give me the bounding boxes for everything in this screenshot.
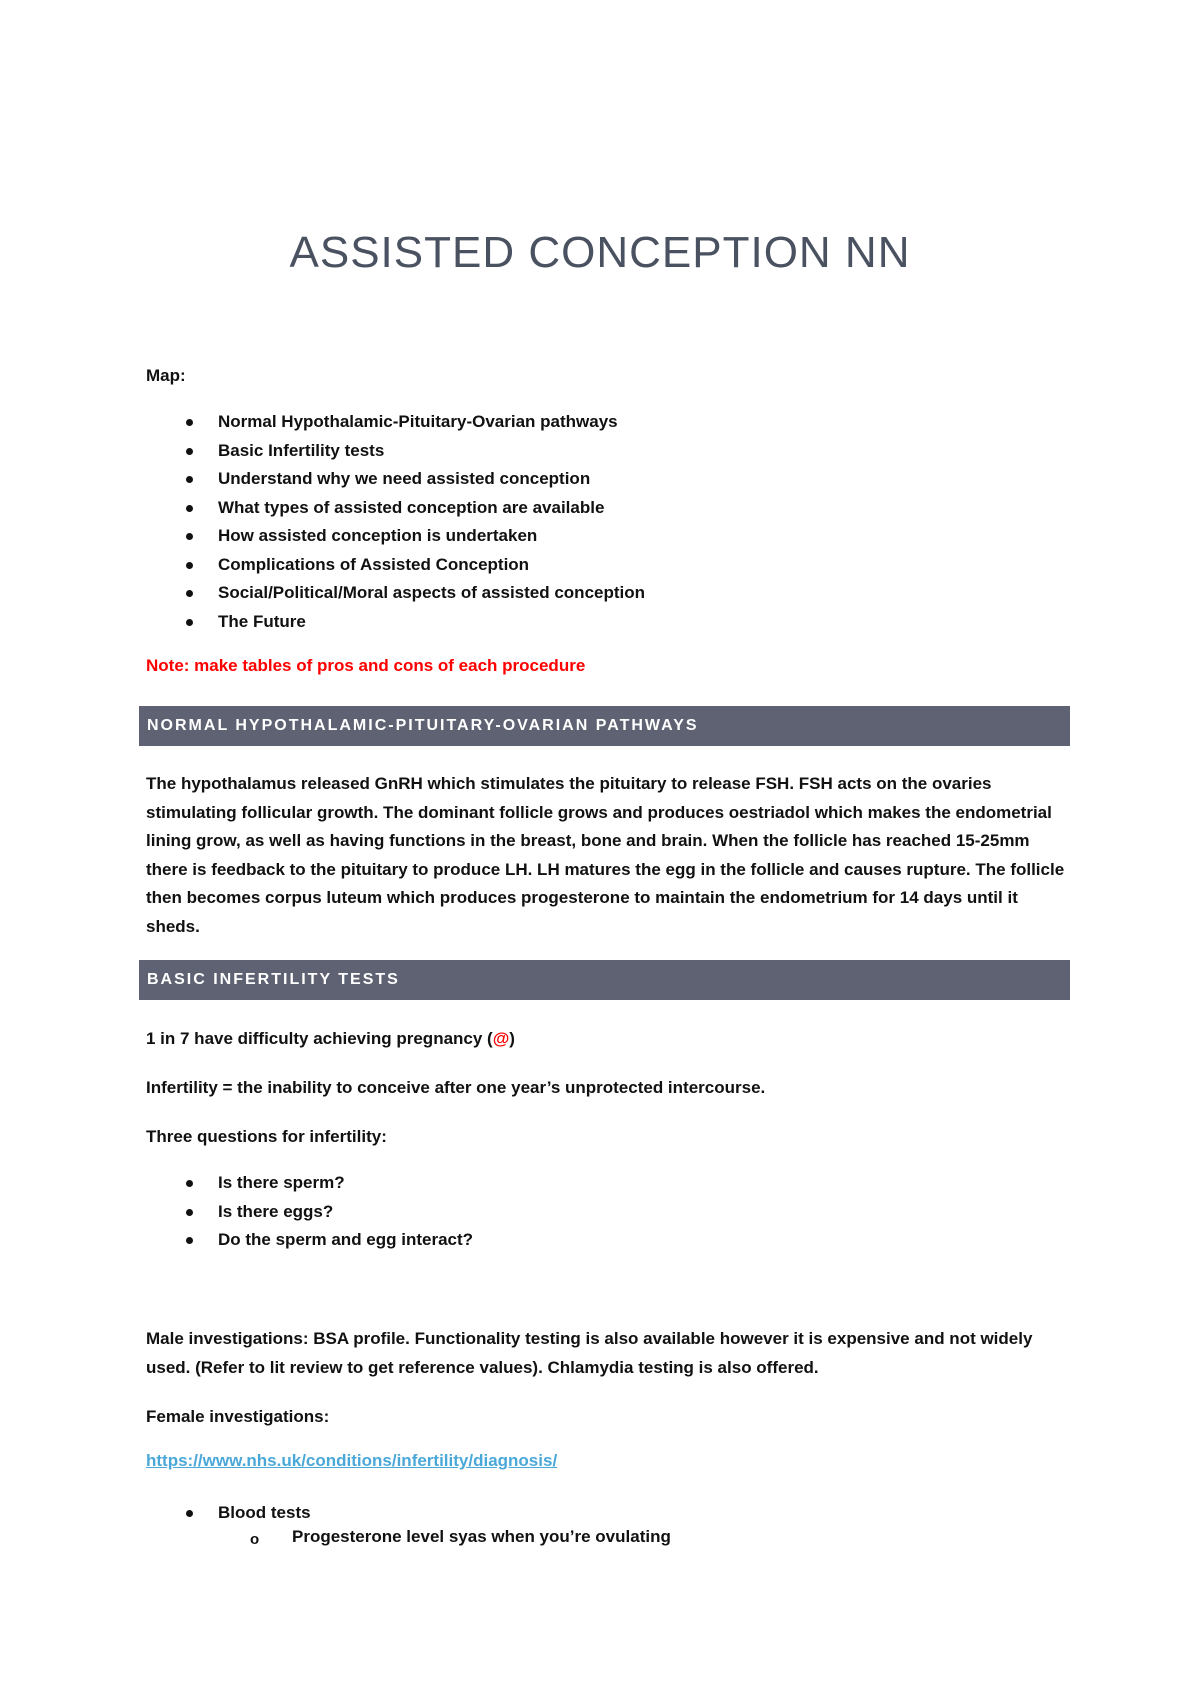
male-investigations: Male investigations: BSA profile. Functionality testing is also available however it is expensive and not widely used. (Refer to lit review to get reference values). Chlamydia testing is also offered. <box>146 1329 1033 1377</box>
female-test-subitem: Progesterone level syas when you’re ovulating <box>292 1527 671 1546</box>
section-heading-infertility-tests: BASIC INFERTILITY TESTS <box>139 960 1070 1000</box>
map-item: How assisted conception is undertaken <box>146 522 645 551</box>
citation-marker: @ <box>492 1029 510 1048</box>
hpo-paragraph: The hypothalamus released GnRH which stimulates the pituitary to release FSH. FSH acts on the ovaries stimulating follicular growth. The dominant follicle grows and produces oestriadol which makes the endometrial lining grow, as well as having functions in the breast, bone and brain. When the follicle has reached 15-25mm there is feedback to the pituitary to produce LH. LH matures the egg in the follicle and causes rupture. The follicle then becomes corpus luteum which produces progesterone to maintain the endometrium for 14 days until it sheds. <box>146 774 1065 936</box>
sub-bullet-marker: o <box>250 1531 260 1548</box>
document-title: ASSISTED CONCEPTION NN <box>289 228 911 277</box>
infertility-stat <box>146 1025 515 1054</box>
map-item: Complications of Assisted Conception <box>146 551 645 580</box>
female-tests-list <box>146 1499 311 1528</box>
map-item: Normal Hypothalamic-Pituitary-Ovarian pathways <box>146 408 645 437</box>
stat-text: 1 in 7 have difficulty achieving pregnancy ( <box>146 1029 493 1048</box>
map-item: What types of assisted conception are available <box>146 494 645 523</box>
stat-close: ) <box>509 1029 515 1048</box>
female-test-item: Blood tests <box>146 1499 311 1528</box>
map-item: The Future <box>146 608 645 637</box>
infertility-definition: Infertility = the inability to conceive after one year’s unprotected intercourse. <box>146 1078 766 1097</box>
female-investigations-label: Female investigations: <box>146 1407 330 1426</box>
question-item: Is there eggs? <box>146 1198 473 1227</box>
map-item: Social/Political/Moral aspects of assisted conception <box>146 579 645 608</box>
map-label: Map: <box>146 366 186 385</box>
question-item: Do the sperm and egg interact? <box>146 1226 473 1255</box>
map-item: Understand why we need assisted conception <box>146 465 645 494</box>
questions-list <box>146 1169 473 1255</box>
nhs-diagnosis-link[interactable]: https://www.nhs.uk/conditions/infertility/diagnosis/ <box>146 1451 558 1470</box>
question-item: Is there sperm? <box>146 1169 473 1198</box>
section-heading-hpo-pathways: NORMAL HYPOTHALAMIC-PITUITARY-OVARIAN PATHWAYS <box>139 706 1070 746</box>
map-item: Basic Infertility tests <box>146 437 645 466</box>
map-list <box>146 408 645 636</box>
note-text: Note: make tables of pros and cons of each procedure <box>146 656 586 675</box>
questions-label: Three questions for infertility: <box>146 1127 387 1146</box>
